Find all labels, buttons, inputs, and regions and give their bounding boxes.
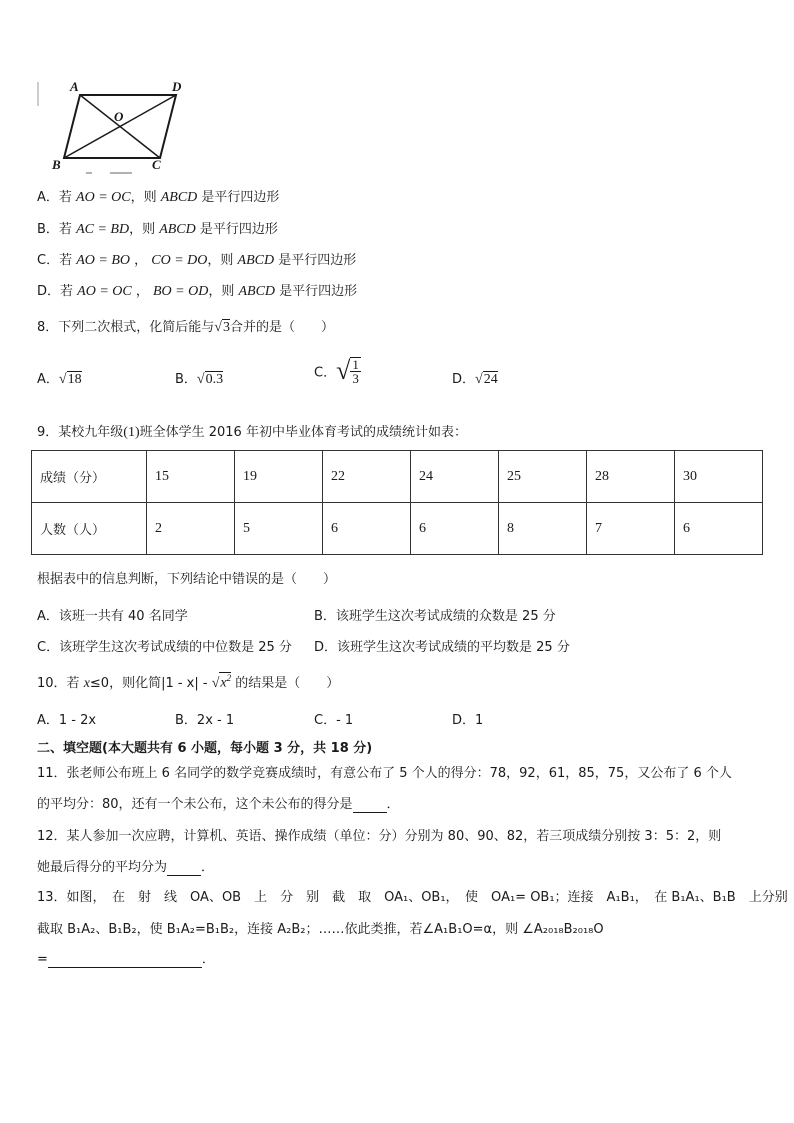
table-cell: 24 [411, 451, 499, 503]
table-row-header: 人数（人） [32, 503, 147, 555]
label-c: C [152, 157, 161, 172]
answer-blank[interactable] [48, 952, 202, 968]
q12-line1: 12．某人参加一次应聘，计算机、英语、操作成绩（单位：分）分别为 80、90、82，若三项成绩分别按 3：5：2，则 [37, 829, 722, 844]
table-cell: 2 [147, 503, 235, 555]
table-cell: 19 [235, 451, 323, 503]
sqrt-icon: √ [58, 372, 67, 387]
table-row [32, 503, 763, 555]
q13-line3: = ． [37, 952, 215, 967]
label-a: A [70, 79, 79, 94]
q8-option-b: B．√0.3 [175, 372, 224, 387]
table-cell: 5 [235, 503, 323, 555]
table-cell: 6 [323, 503, 411, 555]
q8-option-d: D．√24 [452, 372, 498, 387]
table-cell: 22 [323, 451, 411, 503]
score-table [31, 450, 763, 555]
q8-option-a: A．√18 [37, 372, 82, 387]
table-cell: 7 [587, 503, 675, 555]
q10-option-b: B．2x - 1 [175, 713, 235, 728]
sqrt-icon: √ [214, 320, 222, 335]
q10-option-c: C．- 1 [314, 713, 354, 728]
q12-line2: 她最后得分的平均分为 ． [37, 860, 215, 875]
label-b: B [52, 157, 61, 172]
table-cell: 25 [499, 451, 587, 503]
q9-option-d: D．该班学生这次考试成绩的平均数是 25 分 [314, 640, 570, 655]
table-cell: 15 [147, 451, 235, 503]
diagonal-bd [64, 95, 176, 158]
label-o: O [114, 109, 124, 124]
sqrt-icon: √ [336, 356, 351, 385]
q9-stem: 9．某校九年级(1)班全体学生 2016 年初中毕业体育考试的成绩统计如表： [37, 425, 467, 440]
table-row-header: 成绩（分） [32, 451, 147, 503]
table-cell: 6 [675, 503, 763, 555]
q7-option-a: A．若 AO = OC，则 ABCD 是平行四边形 [37, 190, 280, 205]
sqrt-icon: √ [211, 676, 220, 691]
q11-line2: 的平均分：80，还有一个未公布，这个未公布的得分是 ． [37, 797, 400, 812]
q9-option-a: A．该班一共有 40 名同学 [37, 609, 188, 624]
q7-option-b: B．若 AC = BD，则 ABCD 是平行四边形 [37, 222, 278, 237]
q9-option-c: C．该班学生这次考试成绩的中位数是 25 分 [37, 640, 292, 655]
q13-line2: 截取 B₁A₂、B₁B₂，使 B₁A₂=B₁B₂，连接 A₂B₂；……依此类推，若∠A₁B₁O=α，则 ∠A₂₀₁₈B₂₀₁₈O [37, 922, 604, 937]
label-d: D [172, 79, 182, 94]
answer-blank[interactable] [167, 860, 201, 876]
q9-question: 根据表中的信息判断，下列结论中错误的是（ ） [37, 572, 337, 587]
q8-stem: 8．下列二次根式，化简后能与√3合并的是（ ） [37, 320, 334, 335]
parallelogram-figure [36, 76, 196, 176]
section-heading: 二、填空题(本大题共有 6 小题，每小题 3 分，共 18 分) [37, 741, 373, 756]
q10-option-d: D．1 [452, 713, 484, 728]
table-cell: 30 [675, 451, 763, 503]
q11-line1: 11．张老师公布班上 6 名同学的数学竞赛成绩时，有意公布了 5 个人的得分：78，92，61，85，75，又公布了 6 个人 [37, 766, 732, 781]
table-cell: 6 [411, 503, 499, 555]
q7-option-d: D．若 AO = OC ， BO = OD，则 ABCD 是平行四边形 [37, 284, 358, 299]
q9-option-b: B．该班学生这次考试成绩的众数是 25 分 [314, 609, 556, 624]
q10-stem: 10．若 x≤0，则化简$|1 - x| - √x^2$ 的结果是（ ） [37, 673, 340, 691]
table-row [32, 451, 763, 503]
q10-option-a: A．1 - 2x [37, 713, 97, 728]
fraction-one-third: $\frac{1}{3}$ [352, 357, 359, 386]
sqrt-icon: √ [196, 372, 205, 387]
sqrt-icon: √ [475, 372, 483, 387]
q7-option-c: C．若 AO = BO ， CO = DO，则 ABCD 是平行四边形 [37, 253, 357, 268]
q13-line1: 13．如图， 在 射 线 OA、OB 上 分 别 截 取 OA₁、OB₁， 使 OA₁= OB₁；连接 A₁B₁， 在 B₁A₁、B₁B 上分别 [37, 890, 788, 905]
q8-option-c: C．√ $\frac{1}{3}$ [314, 356, 359, 386]
table-cell: 28 [587, 451, 675, 503]
table-cell: 8 [499, 503, 587, 555]
answer-blank[interactable] [353, 797, 387, 813]
